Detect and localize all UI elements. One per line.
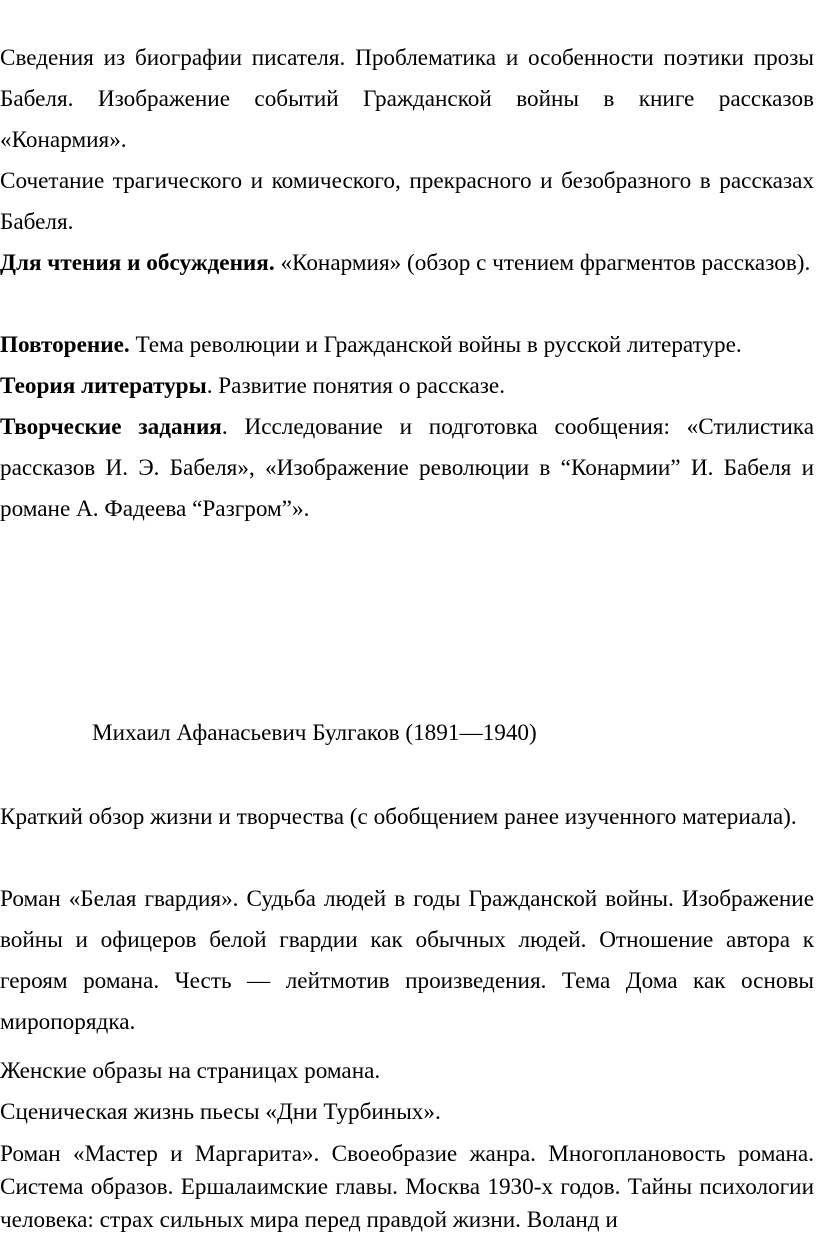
babel-paragraph-repetition xyxy=(0,325,816,366)
babel-paragraph-creative-tasks xyxy=(0,407,816,530)
reading-text: «Конармия» (обзор с чтением фрагментов рассказов). xyxy=(274,250,811,276)
bulgakov-paragraph-white-guard-text: Роман «Белая гвардия». Судьба людей в годы Гражданской войны. Изображение войны и офицеров белой гвардии как обычных людей. Отношение автора к героям романа. Честь — лейтмотив произведения. Тема Дома как основы миропорядка. xyxy=(0,886,814,1035)
babel-paragraph-reading xyxy=(0,243,816,284)
creative-tasks-label: Творческие задания xyxy=(0,414,222,440)
theory-text: . Развитие понятия о рассказе. xyxy=(206,373,506,399)
bulgakov-heading: Михаил Афанасьевич Булгаков (1891—1940) xyxy=(92,720,537,746)
repetition-text: Тема революции и Гражданской войны в русской литературе. xyxy=(129,332,742,358)
babel-paragraph-theory xyxy=(0,366,816,407)
bulgakov-paragraph-stage-life-text: Сценическая жизнь пьесы «Дни Турбиных». xyxy=(0,1099,441,1125)
babel-paragraph-tragic-comic xyxy=(0,161,816,243)
babel-paragraph-tragic-comic-text: Сочетание трагического и комического, прекрасного и безобразного в рассказах Бабеля. xyxy=(0,168,814,235)
bulgakov-paragraph-overview xyxy=(0,797,816,838)
bulgakov-paragraph-female-images-text: Женские образы на страницах романа. xyxy=(0,1058,381,1084)
bulgakov-paragraph-master-margarita xyxy=(0,1138,816,1237)
bulgakov-paragraph-female-images xyxy=(0,1051,816,1092)
bulgakov-paragraph-stage-life xyxy=(0,1092,816,1133)
bulgakov-paragraph-master-margarita-text: Роман «Мастер и Маргарита». Своеобразие жанра. Многоплановость романа. Система образов. Ершалаимские главы. Москва 1930-х годов. Тайны психологии человека: страх сильных мира перед правдой жизни. Воланд и xyxy=(0,1141,814,1233)
reading-label: Для чтения и обсуждения. xyxy=(0,250,275,276)
babel-paragraph-biography xyxy=(0,38,816,161)
repetition-label: Повторение. xyxy=(0,332,130,358)
bulgakov-paragraph-overview-text: Краткий обзор жизни и творчества (с обобщением ранее изученного материала). xyxy=(0,804,797,830)
babel-paragraph-biography-text: Сведения из биографии писателя. Проблематика и особенности поэтики прозы Бабеля. Изображение событий Гражданской войны в книге рассказов «Конармия». xyxy=(0,45,814,153)
bulgakov-paragraph-white-guard xyxy=(0,879,816,1043)
theory-label: Теория литературы xyxy=(0,373,207,399)
creative-tasks-text: . Исследование и подготовка сообщения: «Стилистика рассказов И. Э. Бабеля», «Изображение революции в “Конармии” И. Бабеля и романе А. Фадеева “Разгром”». xyxy=(0,414,815,522)
